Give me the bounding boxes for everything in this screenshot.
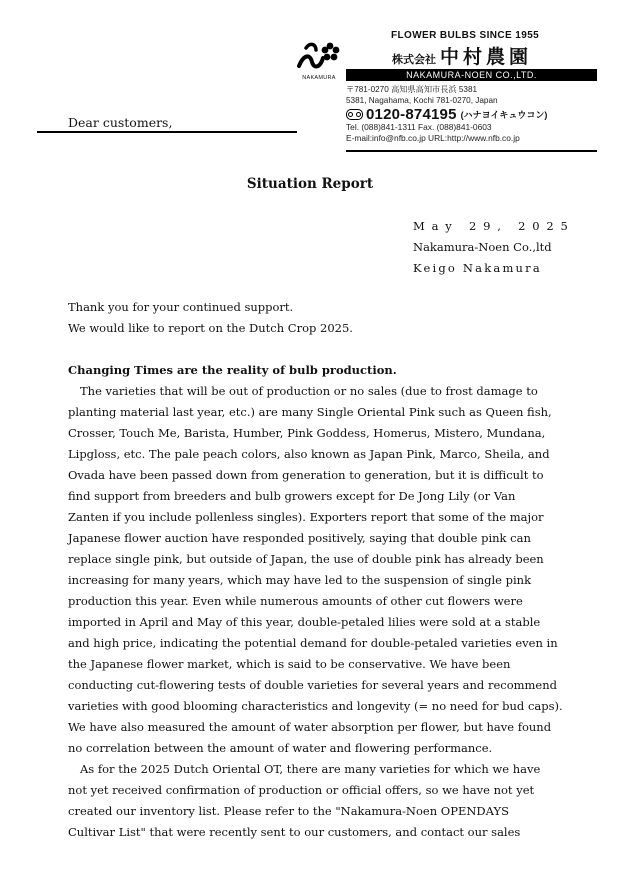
paragraph-line: As for the 2025 Dutch Oriental OT, there are many varieties for which we have	[80, 762, 541, 776]
document-title: Situation Report	[246, 176, 374, 192]
paragraph-line: find support from breeders and bulb growers except for De Jong Lily (or Van	[68, 489, 516, 503]
free-dial-icon	[346, 109, 363, 120]
free-dial-number: 0120-874195	[366, 106, 457, 123]
contact-info	[346, 122, 520, 144]
paragraph-line: Zanten if you include pollenless singles). Exporters report that some of the major	[68, 510, 544, 524]
intro-line: Thank you for your continued support.	[68, 300, 294, 314]
header-rule	[346, 150, 597, 152]
paragraph-line: conducting cut-flowering tests of double varieties for several years and recommend	[68, 678, 558, 692]
intro-line: We would like to report on the Dutch Crop 2025.	[68, 321, 353, 335]
paragraph-line: production this year. Even while numerous amounts of other cut flowers were	[68, 594, 523, 608]
paragraph-line: and high price, indicating the potential demand for double-petaled varieties even in	[68, 636, 558, 650]
paragraph-1	[68, 381, 563, 759]
paragraph-line: increasing for many years, which may have led to the suspension of single pink	[68, 573, 532, 587]
paragraph-line: replace single pink, but outside of Japan, the use of double pink has already been	[68, 552, 544, 566]
paragraph-line: Japanese flower auction have responded positively, saying that double pink can	[68, 531, 531, 545]
logo-caption: NAKAMURA	[302, 75, 336, 81]
paragraph-line: varieties with good blooming characteristics and longevity (= no need for bud caps).	[68, 699, 563, 713]
sender-company: Nakamura-Noen Co.,ltd	[413, 240, 552, 254]
paragraph-line: We have also measured the amount of water absorption per flower, but have found	[68, 720, 552, 734]
paragraph-line: created our inventory list. Please refer to the "Nakamura-Noen OPENDAYS	[68, 804, 509, 818]
company-name-en: NAKAMURA-NOEN CO.,LTD.	[346, 69, 597, 81]
letter-body	[68, 297, 563, 843]
sender-name: Keigo Nakamura	[413, 261, 542, 275]
address-jp: 〒781-0270 高知県高知市長浜 5381	[346, 85, 478, 94]
paragraph-line: the Japanese flower market, which is said to be conservative. We have been	[68, 657, 511, 671]
paragraph-line: The varieties that will be out of production or no sales (due to frost damage to	[80, 384, 538, 398]
company-prefix-jp: 株式会社	[392, 53, 436, 66]
flower-logo-icon	[296, 36, 342, 76]
paragraph-2	[68, 759, 558, 843]
paragraph-line: Lipgloss, etc. The pale peach colors, also known as Japan Pink, Marco, Sheila, and	[68, 447, 550, 461]
company-main-jp: 中村農園	[440, 46, 533, 68]
email-url: E-mail:info@nfb.co.jp URL:http://www.nfb.co.jp	[346, 133, 520, 143]
tel-fax: Tel. (088)841-1311 Fax. (088)841-0603	[346, 122, 492, 132]
address-en: 5381, Nagahama, Kochi 781-0270, Japan	[346, 96, 498, 105]
paragraph-line: planting material last year, etc.) are many Single Oriental Pink such as Queen fish,	[68, 405, 552, 419]
company-since: FLOWER BULBS SINCE 1955	[391, 30, 540, 41]
paragraph-line: imported in April and May of this year, double-petaled lilies were sold at a stable	[68, 615, 541, 629]
free-dial	[346, 106, 547, 123]
section-heading: Changing Times are the reality of bulb production.	[68, 363, 397, 377]
paragraph-line: Cultivar List" that were recently sent to our customers, and contact our sales	[68, 825, 521, 839]
company-name-jp	[392, 42, 532, 69]
letter-date: May 29, 2025	[413, 219, 575, 233]
paragraph-line: Crosser, Touch Me, Barista, Humber, Pink Goddess, Homerus, Mistero, Mundana,	[68, 426, 546, 440]
free-dial-kana: (ハナヨイキュウコン)	[460, 110, 548, 120]
greeting-rule	[37, 131, 297, 133]
company-address	[346, 84, 498, 106]
greeting: Dear customers,	[68, 115, 173, 130]
paragraph-line: no correlation between the amount of water and flowering performance.	[68, 741, 493, 755]
letter-meta	[413, 216, 575, 279]
paragraph-line: not yet received confirmation of production or official offers, so we have not yet	[68, 783, 535, 797]
paragraph-line: Ovada have been passed down from generation to generation, but it is difficult to	[68, 468, 544, 482]
